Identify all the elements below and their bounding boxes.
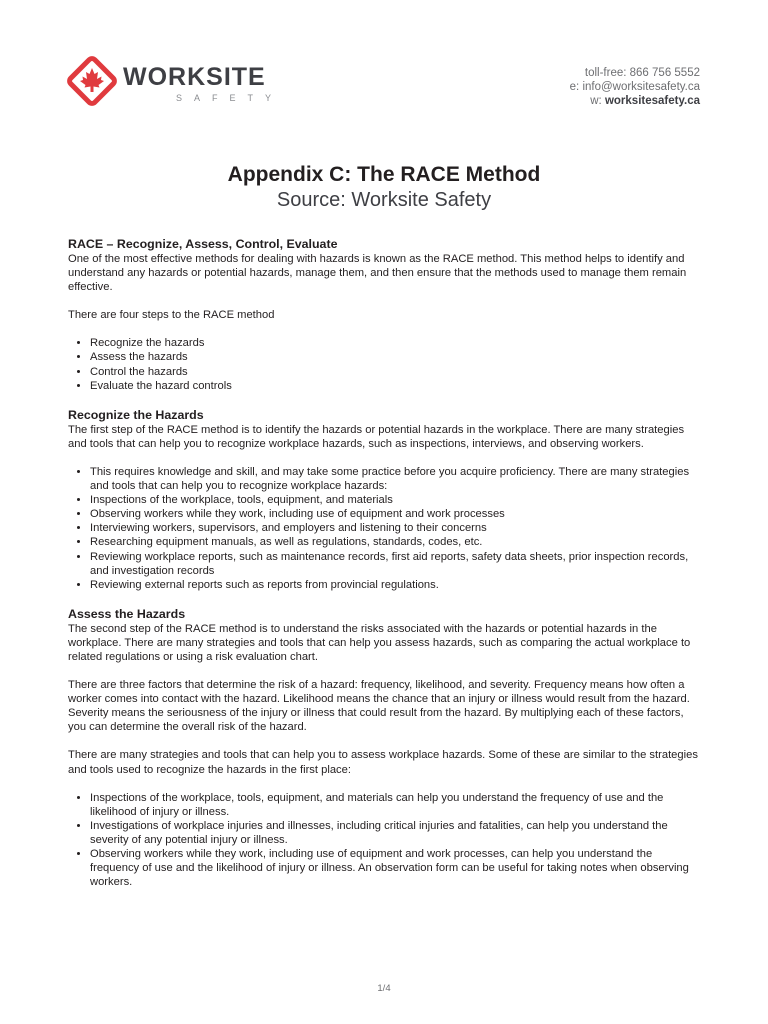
contact-web (570, 94, 700, 108)
email-link[interactable]: info@worksitesafety.ca (582, 81, 700, 93)
section-heading-race: RACE – Recognize, Assess, Control, Evaluate (68, 237, 338, 251)
assess-list (68, 791, 704, 890)
list-item: • Inspections of the workplace, tools, equipment, and materials can help you understand the frequency of use and the likelihood of injury or illness. (90, 791, 704, 819)
paragraph: There are many strategies and tools that can help you to assess workplace hazards. Some of these are similar to the strategies and tools used to recognize the hazards in the first place: (68, 749, 698, 776)
section-heading-recognize: Recognize the Hazards (68, 407, 204, 422)
web-link[interactable]: worksitesafety.ca (604, 95, 700, 107)
list-item: • Investigations of workplace injuries and illnesses, including critical injuries and fatalities, can help you understand the severity of any potential injury or illness. (90, 819, 704, 847)
contact-email (570, 80, 700, 94)
paragraph: There are four steps to the RACE method (68, 309, 275, 322)
list-item: • Recognize the hazards (90, 336, 704, 350)
list-item: • Assess the hazards (90, 350, 704, 364)
list-item: • Observing workers while they work, including use of equipment and work processes, can help you understand the frequency of use and the likelihood of injury or illness. An observation form can be useful for taking notes when observing workers. (90, 847, 704, 889)
race-steps-list (68, 336, 704, 392)
paragraph: There are three factors that determine the risk of a hazard: frequency, likelihood, and severity. Frequency means how often a worker comes into contact with the hazard. Likelihood means the chance that an injury or illness would result from the hazard. Severity means the seriousness of the injury or illness that could result from the hazard. By multiplying each of these factors, you can determine the overall risk of the hazard. (68, 679, 690, 734)
contact-block (570, 66, 700, 108)
recognize-list (68, 465, 704, 592)
maple-leaf-diamond-icon (66, 55, 118, 107)
paragraph: The second step of the RACE method is to understand the risks associated with the hazards or potential hazards in the workplace. There are many strategies and tools that can help you assess hazards, such as comparing the actual workplace to related regulations or using a risk evaluation chart. (68, 622, 691, 663)
list-item: • Reviewing external reports such as reports from provincial regulations. (90, 578, 704, 592)
document-body (68, 236, 704, 903)
list-item: • Researching equipment manuals, as well as regulations, standards, codes, etc. (90, 535, 704, 549)
contact-tollfree (570, 66, 700, 80)
list-item: • Evaluate the hazard controls (90, 379, 704, 393)
logo-subword: SAFETY (176, 93, 284, 103)
page-subtitle: Source: Worksite Safety (276, 189, 492, 211)
list-item: • Reviewing workplace reports, such as maintenance records, first aid reports, safety data sheets, prior inspection records, and investigation records (90, 550, 704, 578)
list-item: • Interviewing workers, supervisors, and employers and listening to their concerns (90, 521, 704, 535)
section-heading-assess: Assess the Hazards (68, 606, 186, 621)
paragraph: The first step of the RACE method is to identify the hazards or potential hazards in the workplace. There are many strategies and tools that can help you to recognize workplace hazards, such as inspections, interviews, and observing workers. (68, 423, 685, 450)
list-item: • Control the hazards (90, 365, 704, 379)
page-title: Appendix C: The RACE Method (227, 163, 541, 186)
tollfree-label: toll-free: (584, 67, 627, 79)
list-item: • This requires knowledge and skill, and may take some practice before you acquire proficiency. There are many strategies and tools that can help you to recognize workplace hazards: (90, 465, 704, 493)
page-number: 1/4 (377, 983, 391, 994)
logo-wordmark: WORKSITE (123, 63, 266, 91)
email-label: e: (569, 81, 580, 93)
web-label: w: (590, 95, 602, 107)
worksite-safety-logo (66, 55, 306, 109)
list-item: • Observing workers while they work, including use of equipment and work processes (90, 507, 704, 521)
paragraph: One of the most effective methods for dealing with hazards is known as the RACE method. This method helps to identify and understand any hazards or potential hazards, manage them, and then ensure that the methods used to manage them remain effective. (68, 253, 687, 294)
page-header (0, 0, 768, 120)
list-item: • Inspections of the workplace, tools, equipment, and materials (90, 493, 704, 507)
tollfree-number: 866 756 5552 (629, 67, 700, 79)
